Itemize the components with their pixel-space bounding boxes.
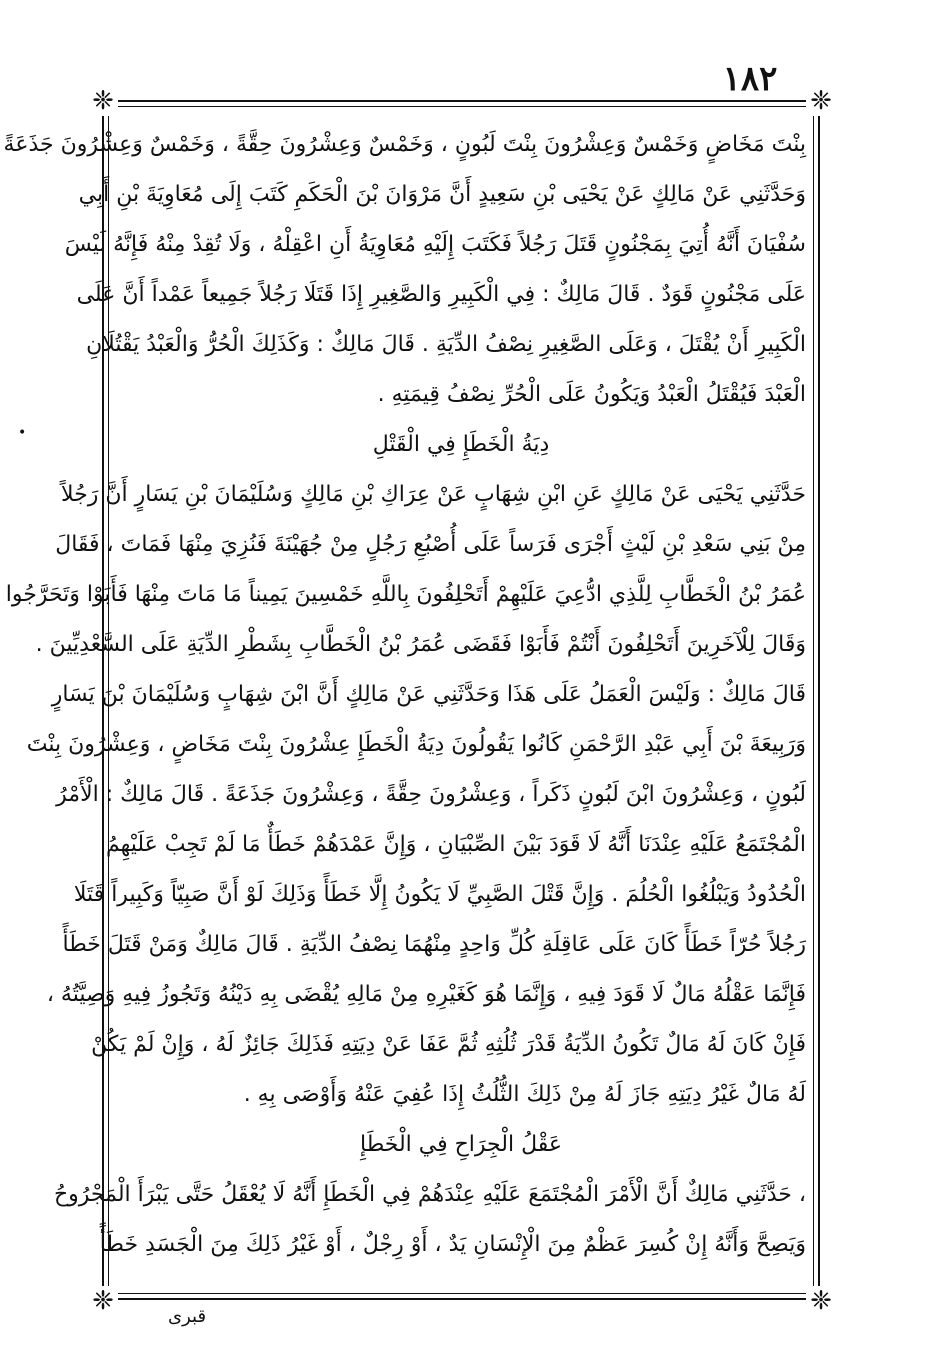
text-line: الْكَبِيرِ أَنْ يُقْتَلَ ، وَعَلَى الصَّغِيرِ نِصْفُ الدِّيَةِ . قَالَ مَالِكٌ : وَكَذَلِكَ الْحُرُّ وَالْعَبْدُ يَقْتُلَانِ (86, 332, 806, 357)
text-line: الْمُجْتَمَعُ عَلَيْهِ عِنْدَنَا أَنَّهُ لَا قَوَدَ بَيْنَ الصِّبْيَانِ ، وَإِنَّ عَمْدَهُمْ خَطَأٌ مَا لَمْ تَجِبْ عَلَيْهِمُ (105, 832, 806, 857)
margin-dot-icon: • (18, 425, 27, 441)
footer-signature-mark: قبرى (168, 1306, 207, 1327)
text-line: الْحُدُودُ وَيَبْلُغُوا الْحُلُمَ . وَإِنَّ قَتْلَ الصَّبِيِّ لَا يَكُونُ إِلَّا خَطَأً وَذَلِكَ لَوْ أَنَّ صَبِيّاً وَكَبِيراً قَتَلَا (73, 882, 806, 907)
section-diyat-al-khata (5, 420, 806, 1120)
corner-ornament-icon: ❈ (88, 1286, 118, 1316)
section-aql-al-jirah (53, 1120, 806, 1270)
text-line: وَيَصِحَّ وَأَنَّهُ إِنْ كُسِرَ عَظْمٌ مِنَ الْإِنْسَانِ يَدٌ ، أَوْ رِجْلٌ ، أَوْ غَيْرُ ذَلِكَ مِنَ الْجَسَدِ خَطَأً (99, 1232, 806, 1257)
text-line: وَحَدَّثَنِي عَنْ مَالِكٍ عَنْ يَحْيَى بْنِ سَعِيدٍ أَنَّ مَرْوَانَ بْنَ الْحَكَمِ كَتَبَ إِلَى مُعَاوِيَةَ بْنِ أَبِي (78, 182, 806, 207)
text-line: لَهُ مَالٌ غَيْرُ دِيَتِهِ جَازَ لَهُ مِنْ ذَلِكَ الثُّلُثُ إِذَا عُفِيَ عَنْهُ وَأَوْصَى بِهِ . (243, 1082, 806, 1107)
text-line: فَإِنْ كَانَ لَهُ مَالٌ تَكُونُ الدِّيَةُ قَدْرَ ثُلُثِهِ ثُمَّ عَفَا عَنْ دِيَتِهِ فَذَلِكَ جَائِزٌ لَهُ ، وَإِنْ لَمْ يَكُنْ (91, 1032, 806, 1057)
text-line: ، حَدَّثَنِي مَالِكٌ أَنَّ الْأَمْرَ الْمُجْتَمَعَ عَلَيْهِ عِنْدَهُمْ فِي الْخَطَإِ أَنَّهُ لَا يُعْقَلُ حَتَّى يَبْرَأَ الْمَجْرُوحُ (53, 1182, 806, 1207)
text-line: بِنْتَ مَخَاضٍ وَخَمْسٌ وَعِشْرُونَ بِنْتَ لَبُونٍ ، وَخَمْسٌ وَعِشْرُونَ حِقَّةً ، وَخَمْسٌ وَعِشْرُونَ جَذَعَةً (3, 132, 806, 157)
text-line: حَدَّثَنِي يَحْيَى عَنْ مَالِكٍ عَنِ ابْنِ شِهَابٍ عَنْ عِرَاكِ بْنِ مَالِكٍ وَسُلَيْمَانَ بْنِ يَسَارٍ أَنَّ رَجُلاً (60, 482, 806, 507)
text-line: رَجُلاً حُرّاً خَطَأً كَانَ عَلَى عَاقِلَةِ كُلِّ وَاحِدٍ مِنْهُمَا نِصْفُ الدِّيَةِ . قَالَ مَالِكٌ وَمَنْ قَتَلَ خَطَأً (62, 932, 806, 957)
section-continuation (3, 120, 806, 420)
text-line: سُفْيَانَ أَنَّهُ أُتِيَ بِمَجْنُونٍ قَتَلَ رَجُلاً فَكَتَبَ إِلَيْهِ مُعَاوِيَةُ أَنِ اعْقِلْهُ ، وَلَا تُقِدْ مِنْهُ فَإِنَّهُ لَيْسَ (64, 232, 806, 257)
text-line: مِنْ بَنِي سَعْدِ بْنِ لَيْثٍ أَجْرَى فَرَساً عَلَى أُصْبُعِ رَجُلٍ مِنْ جُهَيْنَةَ فَنُزِيَ مِنْهَا فَمَاتَ ، فَقَالَ (55, 532, 806, 557)
corner-ornament-icon: ❈ (806, 1286, 836, 1316)
text-line: عَلَى مَجْنُونٍ قَوَدٌ . قَالَ مَالِكٌ : فِي الْكَبِيرِ وَالصَّغِيرِ إِذَا قَتَلَا رَجُلاً جَمِيعاً عَمْداً أَنَّ عَلَى (76, 282, 806, 307)
text-line: فَإِنَّمَا عَقْلُهُ مَالٌ لَا قَوَدَ فِيهِ ، وَإِنَّمَا هُوَ كَغَيْرِهِ مِنْ مَالِهِ يُقْضَى بِهِ دَيْنُهُ وَتَجُوزُ فِيهِ وَصِيَّتُهُ ، (46, 982, 806, 1007)
text-line: قَالَ مَالِكٌ : وَلَيْسَ الْعَمَلُ عَلَى هَذَا وَحَدَّثَنِي عَنْ مَالِكٍ أَنَّ ابْنَ شِهَابٍ وَسُلَيْمَانَ بْنَ يَسَارٍ (51, 682, 806, 707)
section-heading: دِيَةُ الْخَطَإِ فِي الْقَتْلِ (372, 432, 550, 457)
page-text-body (3, 120, 806, 1270)
page-number: ١٨٢ (722, 59, 778, 99)
text-line: وَرَبِيعَةَ بْنَ أَبِي عَبْدِ الرَّحْمَنِ كَانُوا يَقُولُونَ دِيَةُ الْخَطَإِ عِشْرُونَ بِنْتَ مَخَاضٍ ، وَعِشْرُونَ بِنْتَ (26, 732, 806, 757)
text-line: وَقَالَ لِلْآخَرِينَ أَتَحْلِفُونَ أَنْتُمْ فَأَبَوْا فَقَضَى عُمَرُ بْنُ الْخَطَّابِ بِشَطْرِ الدِّيَةِ عَلَى السَّعْدِيِّينَ . (35, 632, 806, 657)
text-line: الْعَبْدَ فَيُقْتَلُ الْعَبْدُ وَيَكُونُ عَلَى الْحُرِّ نِصْفُ قِيمَتِهِ . (377, 382, 806, 407)
text-line: لَبُونٍ ، وَعِشْرُونَ ابْنَ لَبُونٍ ذَكَراً ، وَعِشْرُونَ حِقَّةً ، وَعِشْرُونَ جَذَعَةً . قَالَ مَالِكٌ : الْأَمْرُ (56, 782, 806, 807)
corner-ornament-icon: ❈ (806, 86, 836, 116)
corner-ornament-icon: ❈ (88, 86, 118, 116)
text-line: عُمَرُ بْنُ الْخَطَّابِ لِلَّذِي ادُّعِيَ عَلَيْهِمْ أَتَحْلِفُونَ بِاللَّهِ خَمْسِينَ يَمِيناً مَا مَاتَ مِنْهَا فَأَبَوْا وَتَحَرَّجُوا (5, 582, 806, 607)
section-heading: عَقْلُ الْجِرَاحِ فِي الْخَطَإِ (360, 1132, 562, 1157)
